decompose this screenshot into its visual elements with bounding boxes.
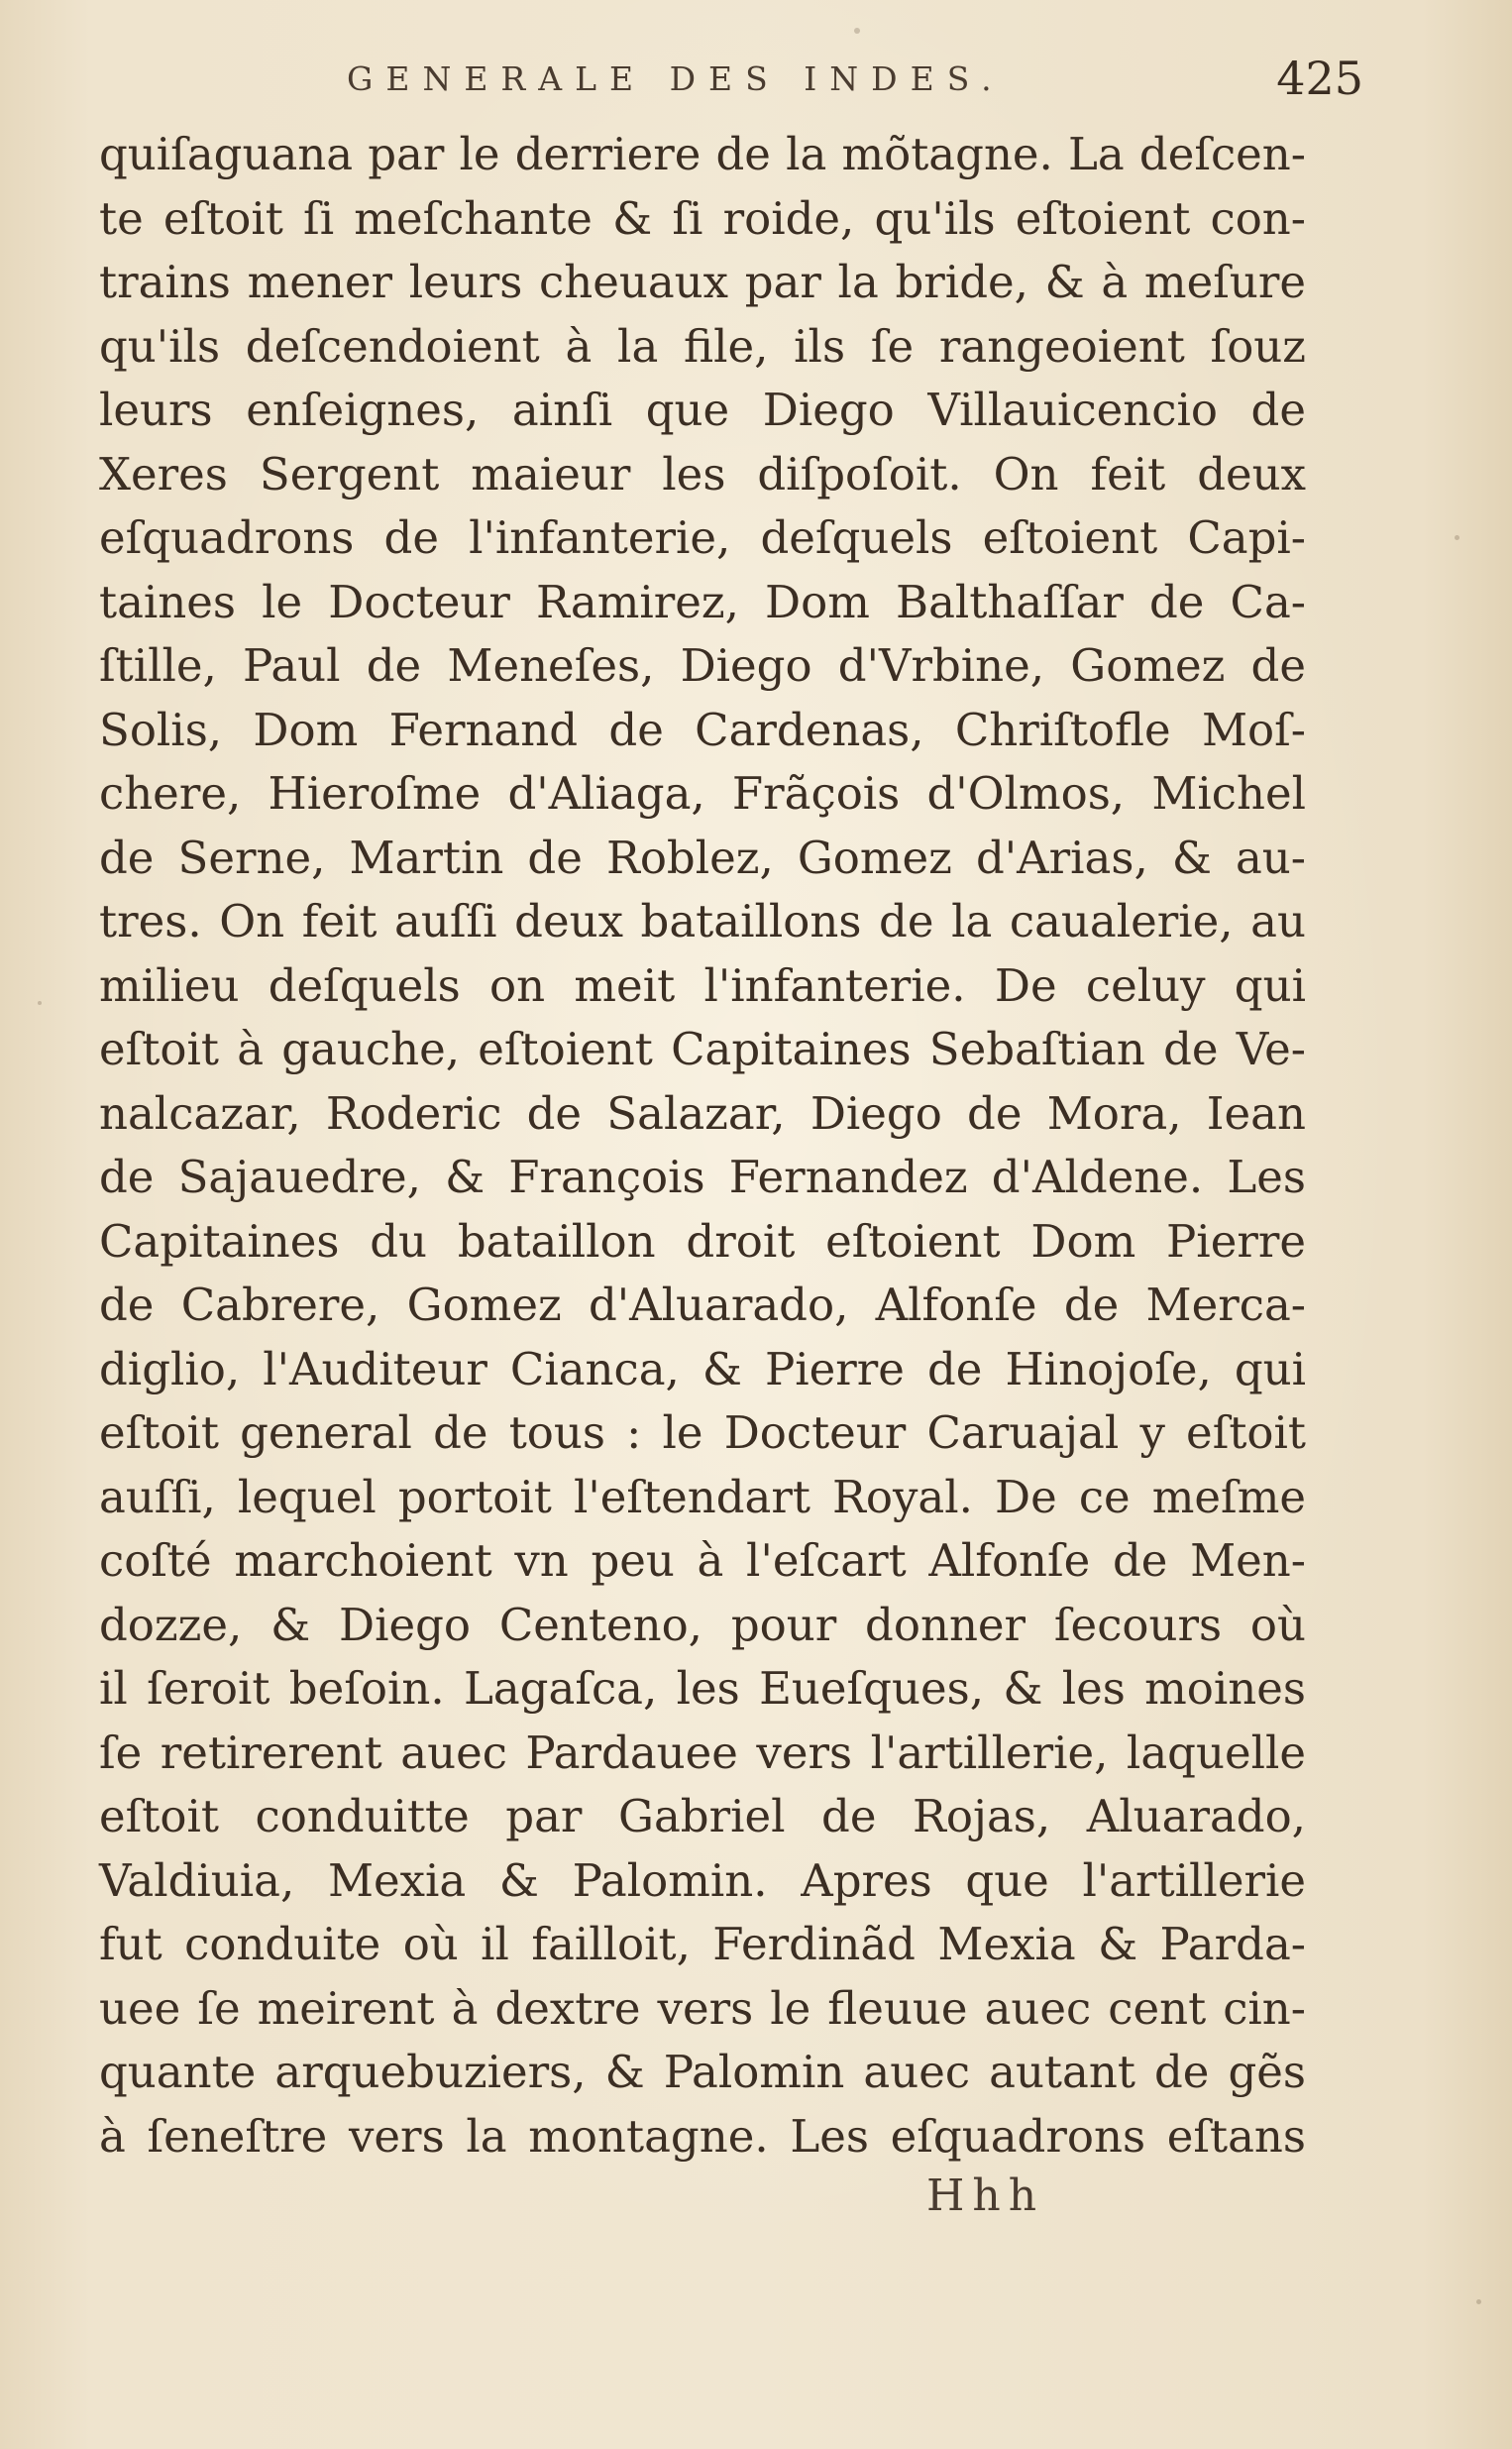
text-line: eſquadrons de l'infanterie, deſquels eſtoient Capi- — [99, 511, 1306, 564]
text-line: il ſeroit beſoin. Lagaſca, les Eueſques, & les moines — [99, 1662, 1306, 1715]
text-line: Solis, Dom Fernand de Cardenas, Chriſtofle Moſ- — [99, 703, 1306, 756]
text-line: de Serne, Martin de Roblez, Gomez d'Arias, & au- — [99, 831, 1306, 884]
text-line: de Sajauedre, & François Fernandez d'Aldene. Les — [99, 1151, 1306, 1203]
text-line: quante arquebuziers, & Palomin auec autant de gẽs — [99, 2046, 1306, 2098]
text-line: qu'ils deſcendoient à la file, ils ſe rangeoient ſouz — [99, 319, 1306, 373]
text-line: quiſaguana par le derriere de la mõtagne. La deſcen- — [99, 128, 1306, 180]
text-line: coſté marchoient vn peu à l'eſcart Alfonſe de Men- — [99, 1534, 1306, 1587]
signature-mark: Hhh — [926, 2171, 1045, 2221]
text-line: à ſeneſtre vers la montagne. Les eſquadrons eſtans — [99, 2109, 1306, 2163]
text-line: eſtoit à gauche, eſtoient Capitaines Sebaſtian de Ve- — [99, 1023, 1306, 1075]
text-line: trains mener leurs cheuaux par la bride, & à meſure — [99, 256, 1306, 308]
text-line: leurs enſeignes, ainſi que Diego Villauicencio de — [99, 384, 1306, 436]
text-line: auſſi, lequel portoit l'eſtendart Royal. De ce meſme — [99, 1470, 1306, 1523]
page-number: 425 — [1276, 52, 1363, 105]
text-line: nalcazar, Roderic de Salazar, Diego de Mora, Iean — [99, 1086, 1306, 1140]
body-text — [99, 123, 1306, 2169]
text-line: de Cabrere, Gomez d'Aluarado, Alfonſe de Merca- — [99, 1279, 1306, 1331]
text-line: Xeres Sergent maieur les diſpoſoit. On feit deux — [99, 447, 1306, 501]
text-line: taines le Docteur Ramirez, Dom Balthaſſar de Ca- — [99, 575, 1306, 628]
paper-speck — [1455, 535, 1459, 540]
text-line: te eſtoit ſi meſchante & ſi roide, qu'ils eſtoient con- — [99, 191, 1306, 245]
text-line: eſtoit conduitte par Gabriel de Rojas, Aluarado, — [99, 1790, 1306, 1842]
text-line: chere, Hieroſme d'Aliaga, Frãçois d'Olmos, Michel — [99, 767, 1306, 820]
running-head: GENERALE DES INDES. — [347, 59, 1005, 98]
text-line: Capitaines du bataillon droit eſtoient Dom Pierre — [99, 1214, 1306, 1268]
text-line: tres. On feit auſſi deux bataillons de la caualerie, au — [99, 895, 1306, 947]
text-line: Valdiuia, Mexia & Palomin. Apres que l'artillerie — [99, 1853, 1306, 1907]
paper-speck — [38, 1001, 42, 1005]
text-line: diglio, l'Auditeur Cianca, & Pierre de Hinojoſe, qui — [99, 1342, 1306, 1395]
text-line: fut conduite où il failloit, Ferdinãd Mexia & Parda- — [99, 1918, 1306, 1970]
paper-speck — [854, 28, 860, 34]
text-line: ſe retirerent auec Pardauee vers l'artillerie, laquelle — [99, 1725, 1306, 1779]
text-line: milieu deſquels on meit l'infanterie. De celuy qui — [99, 958, 1306, 1012]
paper-speck — [1476, 2299, 1481, 2304]
text-line: uee ſe meirent à dextre vers le fleuue auec cent cin- — [99, 1981, 1306, 2035]
text-line: dozze, & Diego Centeno, pour donner ſecours où — [99, 1598, 1306, 1651]
text-line: ſtille, Paul de Meneſes, Diego d'Vrbine, Gomez de — [99, 639, 1306, 692]
page-header — [347, 50, 1363, 113]
text-line: eſtoit general de tous : le Docteur Caruajal y eſtoit — [99, 1406, 1306, 1459]
